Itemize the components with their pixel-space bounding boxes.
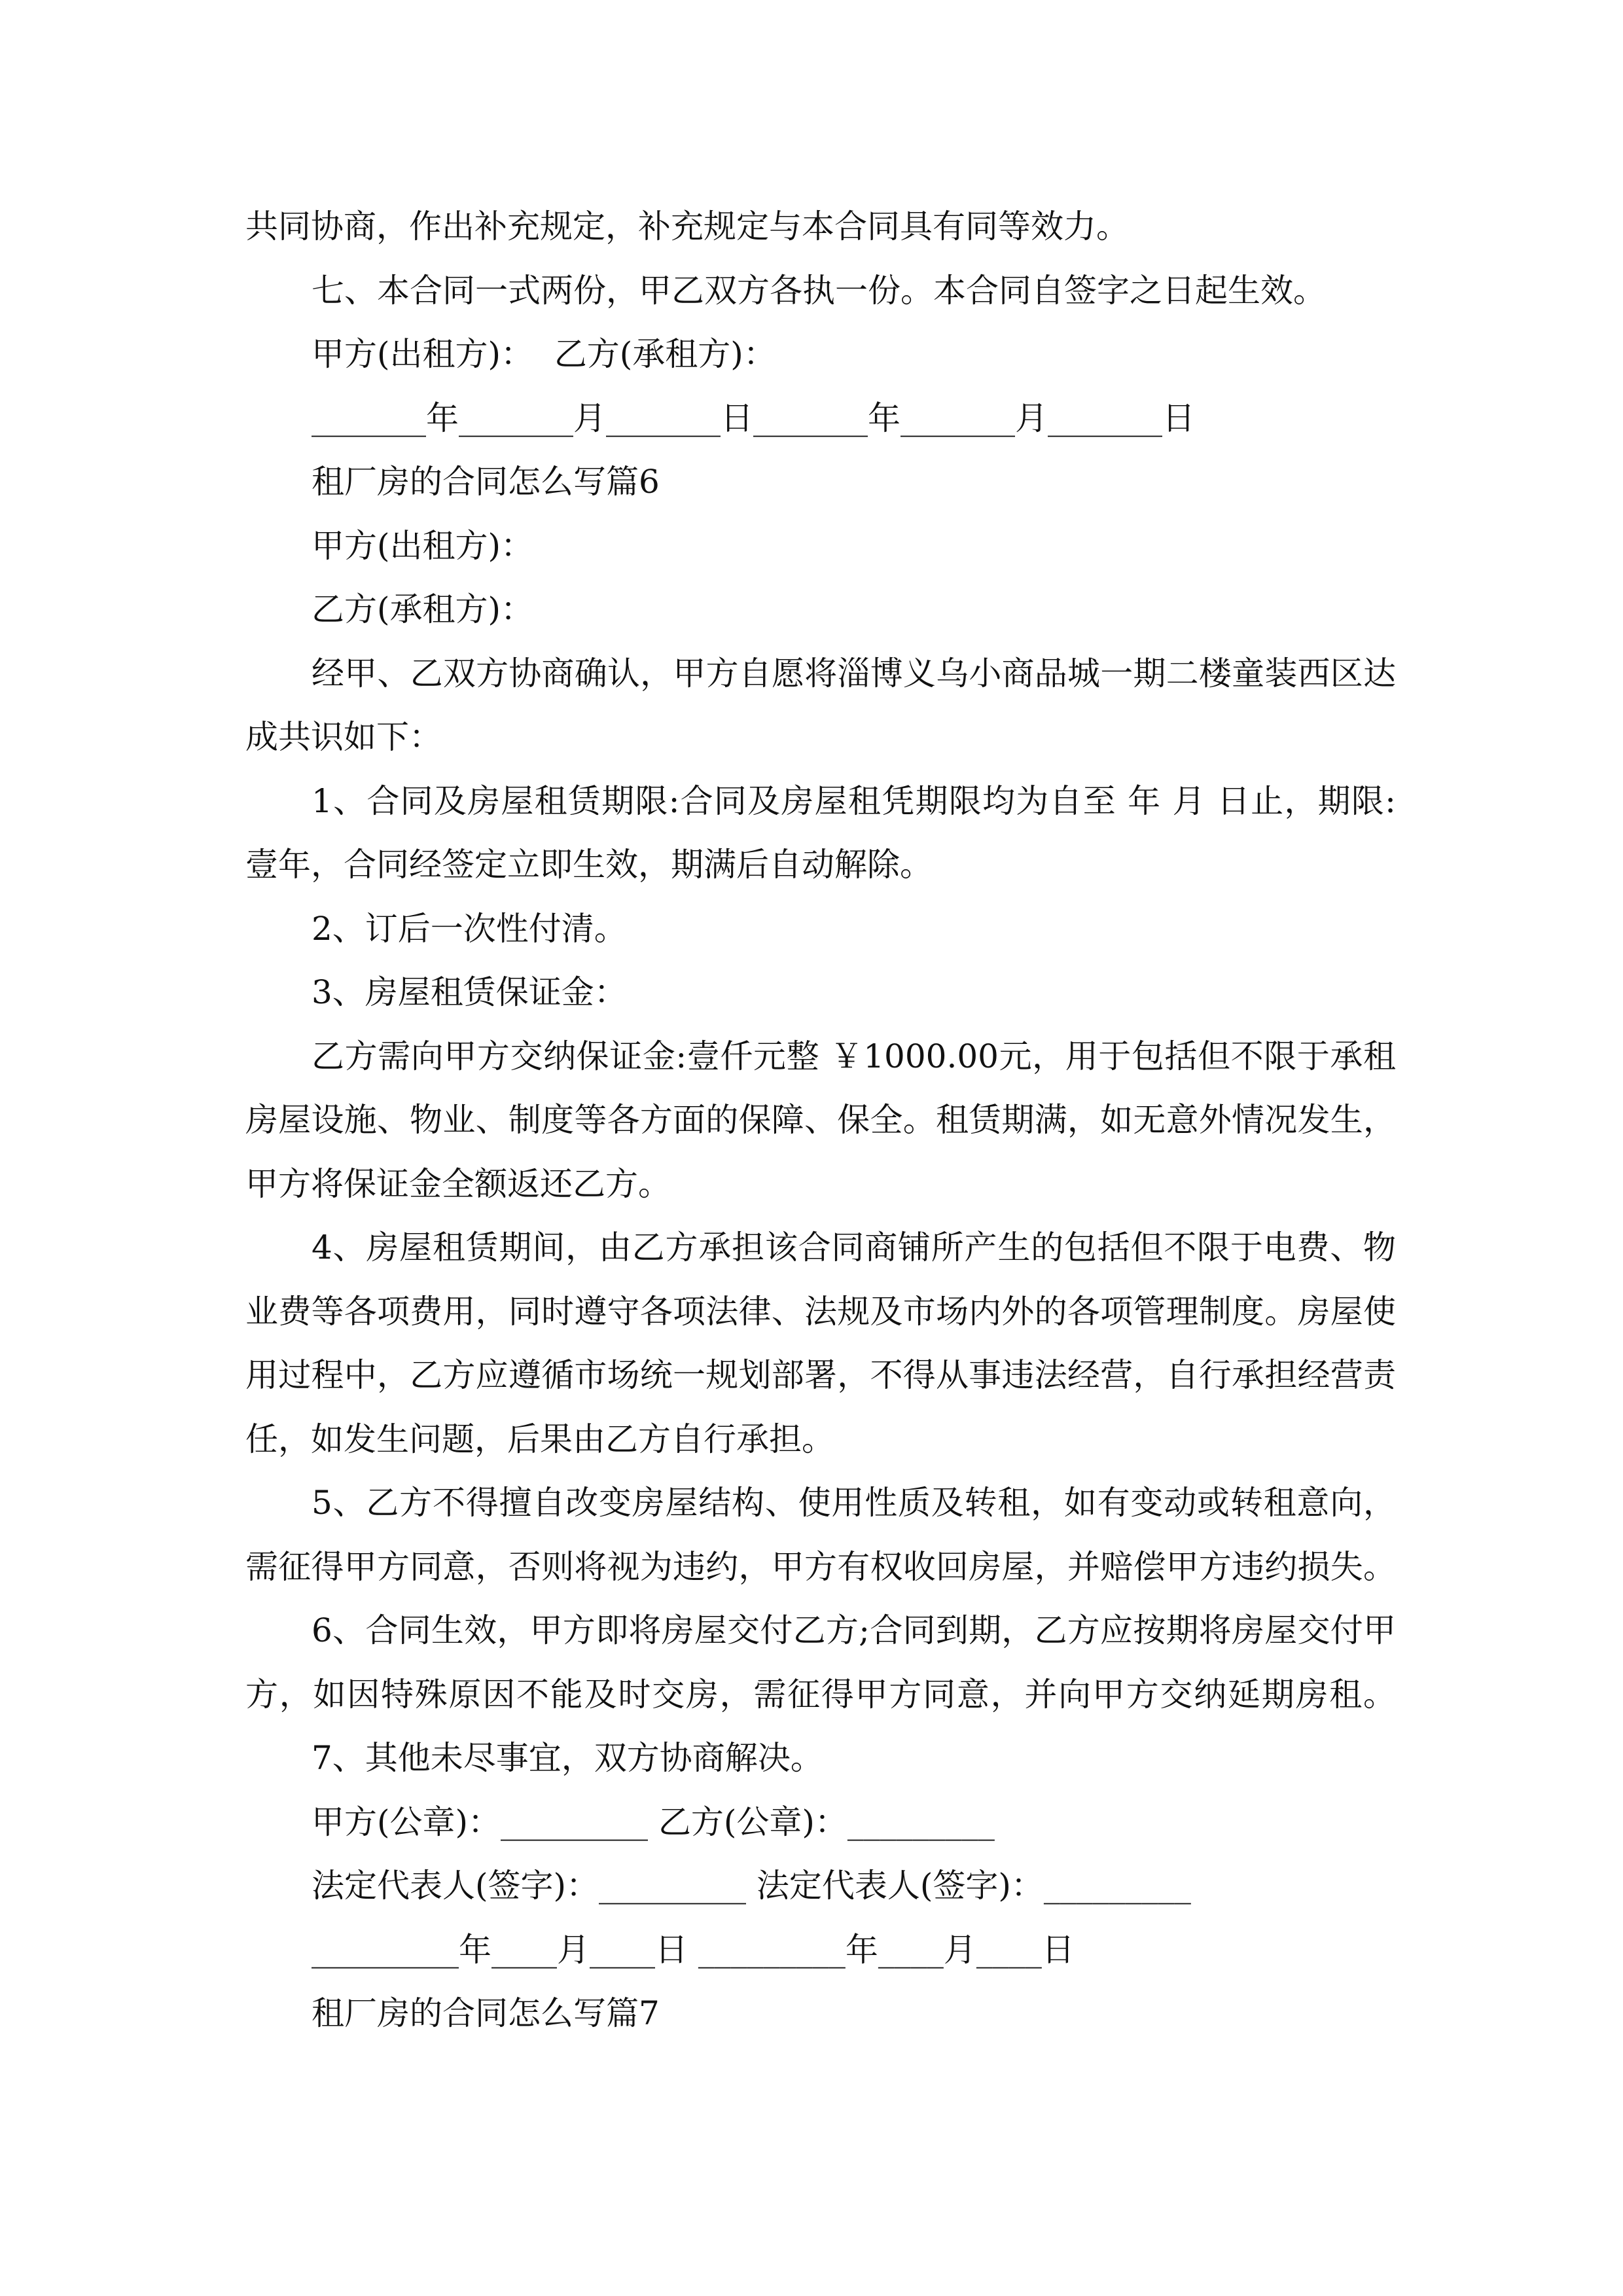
text-line: _________年____月____日 _________年____月____日 xyxy=(312,1930,1075,1969)
text-line: 4、房屋租赁期间，由乙方承担该合同商铺所产生的包括但不限于电费、物 xyxy=(312,1229,1396,1266)
text-line: 甲方(公章)：_________ 乙方(公章)：_________ xyxy=(312,1803,995,1841)
text-line: 租厂房的合同怎么写篇7 xyxy=(312,1994,660,2032)
text-line: 任，如发生问题，后果由乙方自行承担。 xyxy=(245,1420,834,1458)
text-line: 2、订后一次性付清。 xyxy=(312,909,627,948)
text-line: 用过程中，乙方应遵循市场统一规划部署，不得从事违法经营，自行承担经营责 xyxy=(245,1356,1396,1394)
text-line: 7、其他未尽事宜，双方协商解决。 xyxy=(312,1739,823,1777)
text-line: 成共识如下： xyxy=(245,718,442,756)
text-line: 房屋设施、物业、制度等各方面的保障、保全。租赁期满，如无意外情况发生， xyxy=(245,1101,1396,1139)
text-line: 七、本合同一式两份，甲乙双方各执一份。本合同自签字之日起生效。 xyxy=(312,271,1326,310)
text-line: _______年_______月_______日_______年_______月_______日 xyxy=(312,399,1195,437)
text-line: 租厂房的合同怎么写篇6 xyxy=(312,463,660,501)
text-line: 6、合同生效，甲方即将房屋交付乙方;合同到期，乙方应按期将房屋交付甲 xyxy=(312,1611,1396,1649)
text-line: 乙方需向甲方交纳保证金:壹仟元整 ￥1000.00元，用于包括但不限于承租 xyxy=(312,1037,1396,1075)
text-line: 乙方(承租方)： xyxy=(312,590,534,628)
text-line: 甲方将保证金全额返还乙方。 xyxy=(245,1164,671,1203)
text-line: 壹年，合同经签定立即生效，期满后自动解除。 xyxy=(245,846,933,884)
text-line: 业费等各项费用，同时遵守各项法律、法规及市场内外的各项管理制度。房屋使 xyxy=(245,1292,1396,1331)
text-line: 经甲、乙双方协商确认，甲方自愿将淄博义乌小商品城一期二楼童装西区达 xyxy=(312,654,1396,692)
text-line: 3、房屋租赁保证金： xyxy=(312,973,627,1011)
text-line: 甲方(出租方)： xyxy=(312,526,534,565)
text-line: 共同协商，作出补充规定，补充规定与本合同具有同等效力。 xyxy=(245,207,1129,245)
text-line: 甲方(出租方)： 乙方(承租方)： xyxy=(312,335,776,373)
text-line: 1、合同及房屋租赁期限:合同及房屋租凭期限均为自至 年 月 日止，期限: xyxy=(312,781,1396,820)
text-line: 法定代表人(签字)：_________ 法定代表人(签字)：_________ xyxy=(312,1867,1191,1905)
text-line: 5、乙方不得擅自改变房屋结构、使用性质及转租，如有变动或转租意向， xyxy=(312,1484,1396,1522)
text-line: 需征得甲方同意，否则将视为违约，甲方有权收回房屋，并赔偿甲方违约损失。 xyxy=(245,1547,1396,1586)
text-line: 方，如因特殊原因不能及时交房，需征得甲方同意，并向甲方交纳延期房租。 xyxy=(245,1675,1396,1713)
